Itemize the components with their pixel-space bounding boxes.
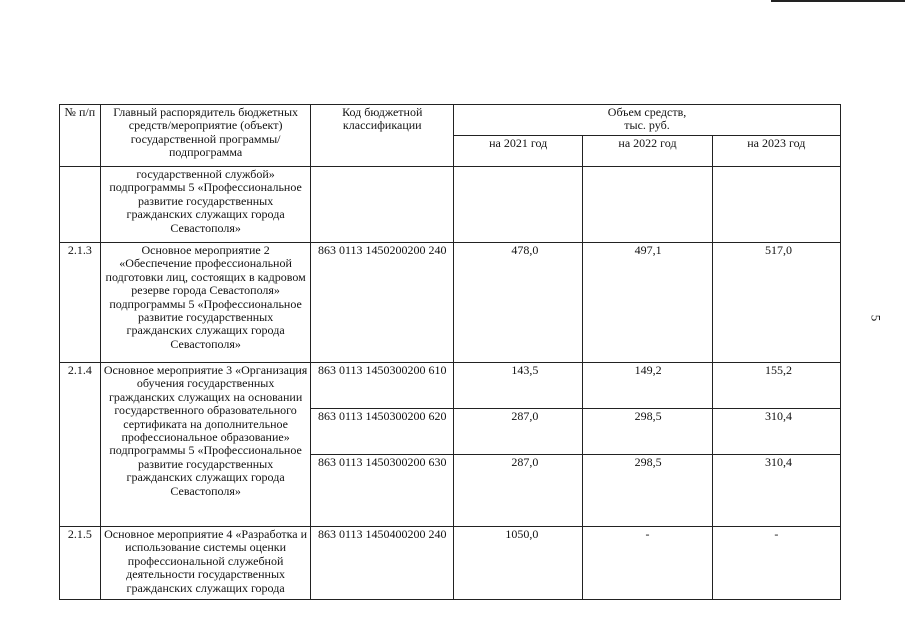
row-code: 863 0113 1450400200 240 [311,527,454,600]
row-code: 863 0113 1450300200 610 [311,363,454,409]
row-value-2022: 298,5 [583,409,712,455]
row-code [311,167,454,243]
table-row [60,243,841,363]
row-value-2023: 310,4 [712,409,840,455]
row-value-2022: 298,5 [583,455,712,527]
header-year-2023: на 2023 год [712,136,840,167]
row-value-2023: 517,0 [712,243,840,363]
header-year-2021: на 2021 год [454,136,583,167]
row-value-2021: 287,0 [454,455,583,527]
header-volume-line2: тыс. руб. [624,118,670,133]
table-row [60,167,841,243]
row-code: 863 0113 1450200200 240 [311,243,454,363]
row-value-2021 [454,167,583,243]
row-value-2023: - [712,527,840,600]
top-rule [771,0,905,2]
row-text: государственной службой» подпрограммы 5 «Профессиональное развитие государственных гражданских служащих города Севастополя» [100,167,311,243]
header-num: № п/п [60,105,101,167]
header-volume-line1: Объем средств, [607,105,687,119]
row-value-2021: 143,5 [454,363,583,409]
row-num [60,167,101,243]
page-number: 5 [868,314,884,322]
row-value-2021: 478,0 [454,243,583,363]
row-text: Основное мероприятие 4 «Разработка и использование системы оценки профессиональной служебной деятельности государственных гражданских служащих города [100,527,311,600]
row-num: 2.1.5 [60,527,101,600]
row-value-2023: 155,2 [712,363,840,409]
row-value-2021: 1050,0 [454,527,583,600]
budget-table [59,104,841,600]
header-code: Код бюджетной классификации [311,105,454,167]
row-value-2022: - [583,527,712,600]
row-code: 863 0113 1450300200 630 [311,455,454,527]
row-value-2021: 287,0 [454,409,583,455]
row-value-2022: 149,2 [583,363,712,409]
header-volume [454,105,841,136]
header-year-2022: на 2022 год [583,136,712,167]
row-value-2023: 310,4 [712,455,840,527]
row-text: Основное мероприятие 3 «Организация обучения государственных гражданских служащих на основании государственного образовательного сертификата на дополнительное профессиональное образование» подпрограммы 5 «Профессиональное развитие государственных гражданских служащих города Севастополя» [100,363,311,527]
row-value-2022: 497,1 [583,243,712,363]
row-text: Основное мероприятие 2 «Обеспечение профессиональной подготовки лиц, состоящих в кадровом резерве города Севастополя» подпрограммы 5 «Профессиональное развитие государственных гражданских служащих города Севастополя» [100,243,311,363]
header-main: Главный распорядитель бюджетных средств/мероприятие (объект) государственной программы/подпрограмма [100,105,311,167]
row-value-2023 [712,167,840,243]
row-code: 863 0113 1450300200 620 [311,409,454,455]
table-row [60,363,841,409]
row-num: 2.1.4 [60,363,101,527]
row-num: 2.1.3 [60,243,101,363]
row-value-2022 [583,167,712,243]
table-row [60,527,841,600]
